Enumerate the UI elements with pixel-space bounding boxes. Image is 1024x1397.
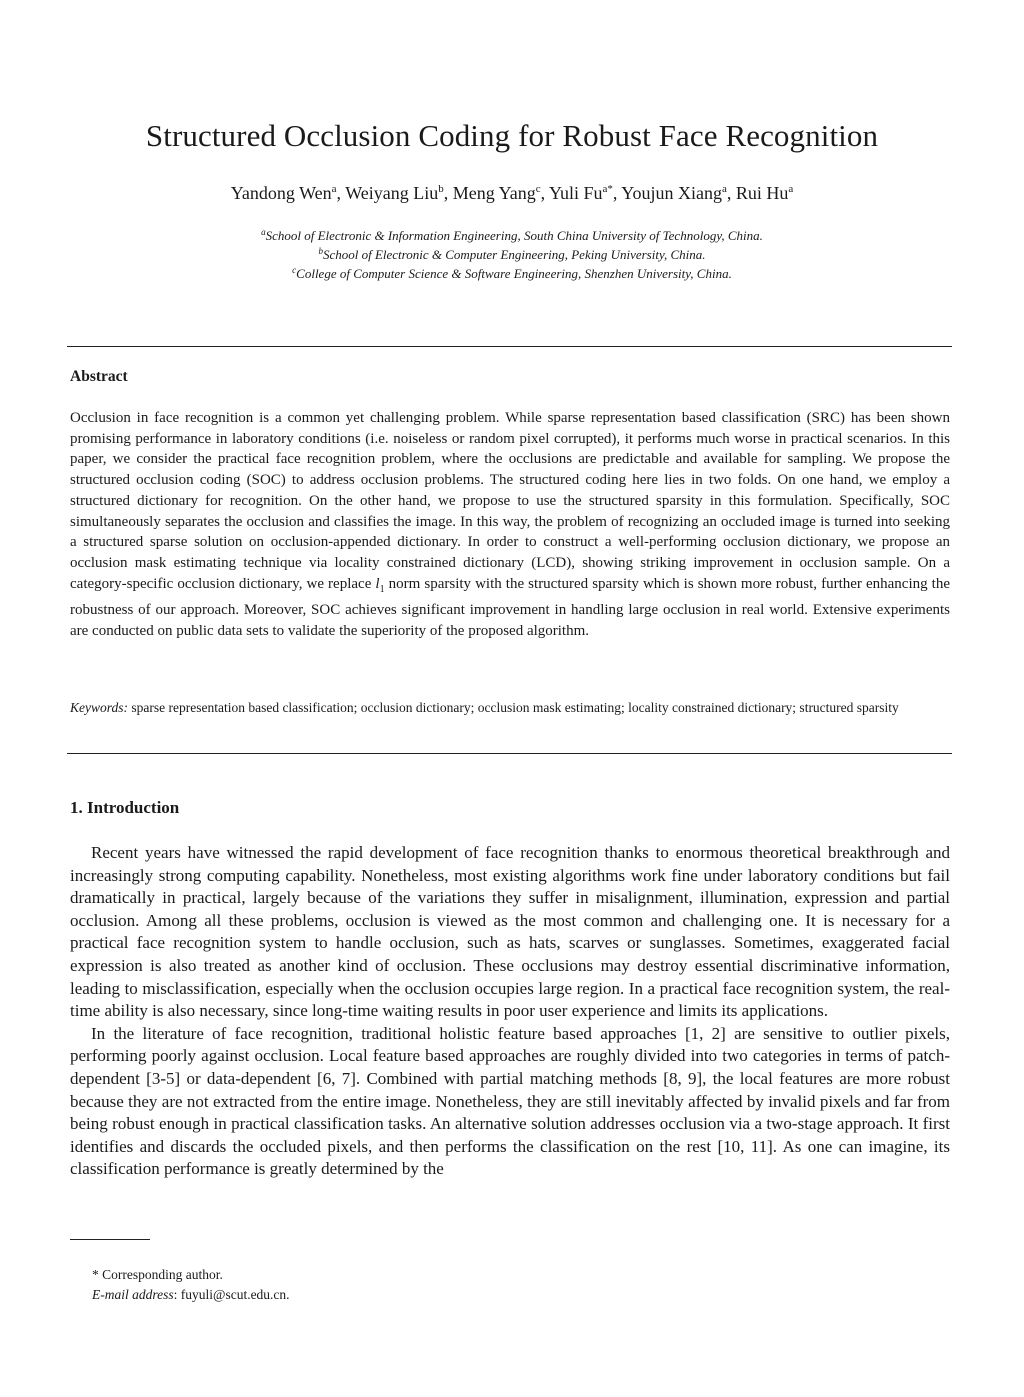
keywords [70,698,950,718]
abstract-heading: Abstract [70,368,128,385]
paragraph: In the literature of face recognition, traditional holistic feature based approaches [1, 2] are sensitive to outlier pixels, performing poorly against occlusion. Local feature based approaches are roughly divided into two categories in terms of patch-dependent [3-5] or data-dependent [6, 7]. Combined with partial matching methods [8, 9], the local features are more robust because they are not extracted from the entire image. Nonetheless, they are still inevitably affected by invalid pixels and far from being robust enough in practical classification tasks. An alternative solution addresses occlusion via a two-stage approach. It first identifies and discards the occluded pixels, and then performs the classification on the rest [10, 11]. As one can imagine, its classification performance is greatly determined by the [70,1023,950,1179]
affiliation-list [0,226,1024,283]
divider-top [67,346,952,347]
author: Weiyang Liu$^b$, [345,183,453,203]
affiliation: $^c$College of Computer Science & Software Engineering, Shenzhen University, China. [292,265,732,281]
footnote-divider [70,1239,150,1240]
author: Meng Yang$^c$, [452,183,549,203]
corresponding-author-note: * Corresponding author. [92,1267,223,1282]
keywords-label: Keywords: [70,700,128,715]
affiliation: $^a$School of Electronic & Information Engineering, South China University of Technology, China. [261,227,763,243]
author: Yuli $Fu^{a*}$, [549,183,622,203]
divider-bottom [67,753,952,754]
author: Yandong Wen$^a$, [230,183,346,203]
section-heading-introduction: 1. Introduction [70,798,180,817]
abstract-text: Occlusion in face recognition is a common yet challenging problem. While sparse representation based classification (SRC) has been shown promising performance in laboratory conditions (i.e. noiseless or random pixel corrupted), it performs much worse in practical scenarios. In this paper, we consider the practical face recognition problem, where the occlusions are predictable and available for sampling. We propose the structured occlusion coding (SOC) to address occlusion problems. The structured coding here lies in two folds. On one hand, we employ a structured dictionary for recognition. On the other hand, we propose to use the structured sparsity in this formulation. Specifically, SOC simultaneously separates the occlusion and classifies the image. In this way, the problem of recognizing an occluded image is turned into seeking a structured sparse solution on occlusion-appended dictionary. In order to construct a well-performing occlusion dictionary, we propose an occlusion mask estimating technique via locality constrained dictionary (LCD), showing striking improvement in occlusion sample. On a category-specific occlusion dictionary, we replace $l_1$ norm sparsity with the structured sparsity which is shown more robust, further enhancing the robustness of our approach. Moreover, SOC achieves significant improvement in handling large occlusion in real world. Extensive experiments are conducted on public data sets to validate the superiority of the proposed algorithm. [70,410,951,640]
email-note: E-mail address: fuyuli@scut.edu.cn. [92,1286,290,1302]
author: Rui Hu$^a$ [735,183,794,203]
paper-title: Structured Occlusion Coding for Robust Face Recognition [145,118,879,153]
author-list [0,183,1024,204]
affiliation: $^b$School of Electronic & Computer Engineering, Peking University, China. [318,246,706,262]
paragraph: Recent years have witnessed the rapid development of face recognition thanks to enormous theoretical breakthrough and increasingly strong computing capability. Nonetheless, most existing algorithms work fine under laboratory conditions but fail dramatically in practical, largely because of the variations they suffer in misalignment, illumination, expression and partial occlusion. Among all these problems, occlusion is viewed as the most common and challenging one. It is necessary for a practical face recognition system to handle occlusion, such as hats, scarves or sunglasses. Sometimes, exaggerated facial expression is also treated as another kind of occlusion. These occlusions may destroy essential discriminative information, leading to misclassification, especially when the occlusion occupies large region. In a practical face recognition system, the real-time ability is also necessary, since long-time waiting results in poor user experience and limits its applications. [70,843,950,1021]
footnotes [92,1265,290,1304]
email-address: fuyuli@scut.edu.cn. [180,1286,290,1302]
keywords-text: sparse representation based classification; occlusion dictionary; occlusion mask estimating; locality constrained dictionary; structured sparsity [128,700,899,715]
l1-norm-symbol: l [375,575,380,592]
author: Youjun Xiang$^a$, [621,183,736,203]
introduction-body [70,842,950,1181]
